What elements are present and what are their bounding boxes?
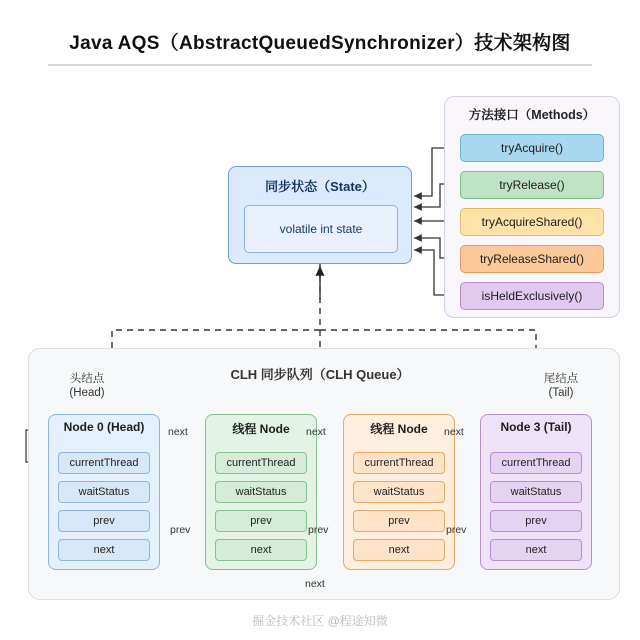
node-field-next: next: [215, 539, 307, 561]
edge-label-next: next: [444, 426, 464, 438]
node-field-next: next: [353, 539, 445, 561]
title-divider: [48, 64, 592, 66]
watermark: 掘金技术社区 @程途知微: [252, 614, 388, 628]
tail-label-line1: 尾结点: [543, 373, 579, 385]
head-label-line1: 头结点: [69, 373, 105, 385]
method-label: tryReleaseShared(): [479, 252, 585, 266]
edge-label-next: next: [168, 426, 188, 438]
queue-node-title: Node 3 (Tail): [500, 420, 572, 434]
node-field-currentthread: currentThread: [58, 452, 150, 474]
method-label: isHeldExclusively(): [481, 289, 583, 303]
queue-node-title: 线程 Node: [232, 422, 290, 436]
edge-label-next: next: [305, 578, 325, 590]
method-label: tryAcquireShared(): [481, 215, 583, 229]
clh-queue-title: CLH 同步队列（CLH Queue）: [230, 367, 410, 382]
tail-label: [526, 372, 596, 400]
page-title: Java AQS（AbstractQueuedSynchronizer）技术架构图: [69, 33, 571, 54]
node-field-prev: prev: [353, 510, 445, 532]
node-field-waitstatus: waitStatus: [490, 481, 582, 503]
method-label: tryAcquire(): [500, 141, 563, 155]
node-field-currentthread: currentThread: [490, 452, 582, 474]
node-field-next: next: [58, 539, 150, 561]
head-label-line2: (Head): [69, 387, 105, 399]
method-try-release[interactable]: [460, 171, 604, 199]
state-title: 同步状态（State）: [265, 179, 375, 194]
edge-label-next: next: [306, 426, 326, 438]
methods-panel-title: 方法接口（Methods）: [468, 108, 596, 122]
queue-node-title: 线程 Node: [370, 422, 428, 436]
node-field-waitstatus: waitStatus: [215, 481, 307, 503]
node-field-currentthread: currentThread: [215, 452, 307, 474]
node-field-prev: prev: [490, 510, 582, 532]
tail-label-line2: (Tail): [548, 387, 574, 399]
node-field-next: next: [490, 539, 582, 561]
method-is-held-exclusively[interactable]: [460, 282, 604, 310]
node-field-waitstatus: waitStatus: [58, 481, 150, 503]
node-field-currentthread: currentThread: [353, 452, 445, 474]
method-try-acquire[interactable]: [460, 134, 604, 162]
head-label: [52, 372, 122, 400]
edge-label-prev: prev: [308, 524, 329, 536]
node-field-waitstatus: waitStatus: [353, 481, 445, 503]
queue-node-title: Node 0 (Head): [63, 420, 145, 434]
method-label: tryRelease(): [499, 178, 565, 192]
method-try-release-shared[interactable]: [460, 245, 604, 273]
node-field-prev: prev: [58, 510, 150, 532]
edge-label-prev: prev: [446, 524, 467, 536]
state-variable: volatile int state: [244, 205, 398, 253]
method-try-acquire-shared[interactable]: [460, 208, 604, 236]
edge-label-prev: prev: [170, 524, 191, 536]
node-field-prev: prev: [215, 510, 307, 532]
